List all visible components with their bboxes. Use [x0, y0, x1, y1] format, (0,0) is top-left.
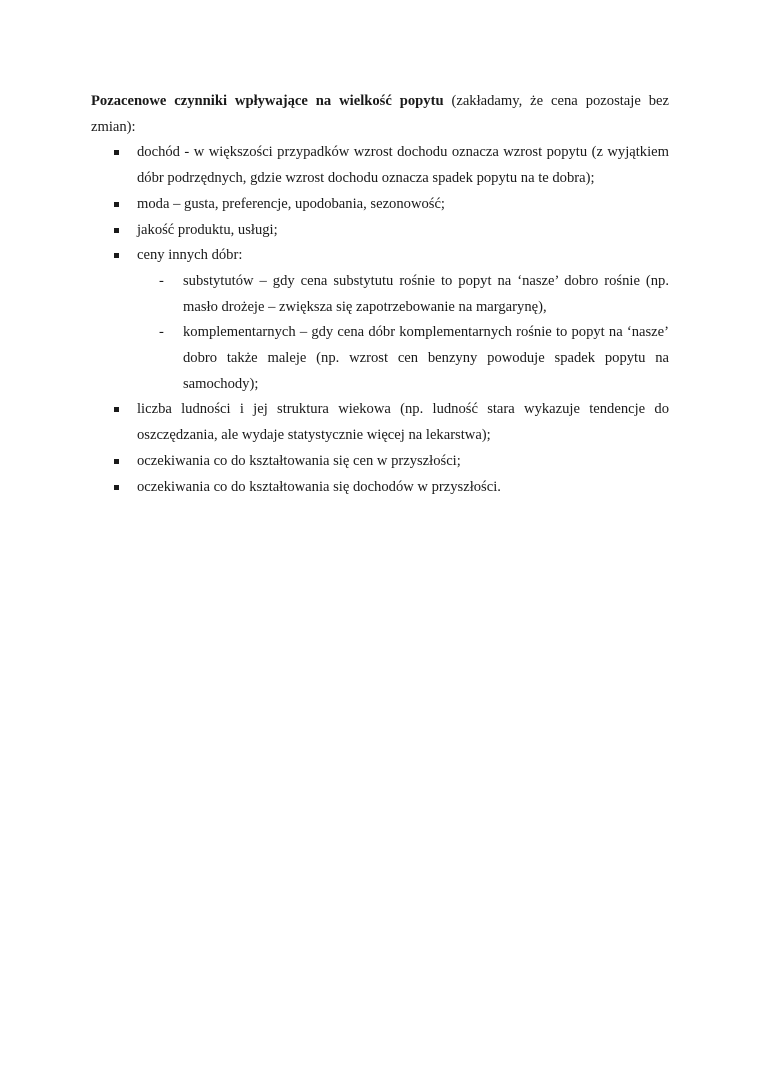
- document-body: [91, 89, 669, 500]
- list-item-quality: [91, 218, 669, 244]
- list-item-income: [91, 140, 669, 191]
- list-item-text: ceny innych dóbr:: [137, 247, 243, 264]
- list-item-other-prices: [91, 243, 669, 397]
- sub-list-item-complements: [137, 320, 669, 397]
- square-bullet-icon: [114, 202, 119, 207]
- square-bullet-icon: [114, 228, 119, 233]
- dash-marker: -: [159, 272, 164, 289]
- square-bullet-icon: [114, 253, 119, 258]
- list-item-income-expectations: [91, 475, 669, 501]
- list-item-text: oczekiwania co do kształtowania się cen w przyszłości;: [137, 452, 461, 469]
- square-bullet-icon: [114, 485, 119, 490]
- list-item-text: dochód - w większości przypadków wzrost dochodu oznacza wzrost popytu (z wyjątkiem dóbr podrzędnych, gdzie wzrost dochodu oznacza spadek popytu na te dobra);: [137, 144, 669, 187]
- dash-marker: -: [159, 324, 164, 341]
- intro-heading: Pozacenowe czynniki wpływające na wielkość popytu: [91, 93, 444, 109]
- intro-text: (zakładamy, że cena pozostaje bez zmian):: [91, 93, 669, 135]
- list-item-text: liczba ludności i jej struktura wiekowa (np. ludność stara wykazuje tendencje do oszczędzania, ale wydaje statystycznie więcej na lekarstwa);: [137, 401, 669, 444]
- sub-list-item-text: komplementarnych – gdy cena dóbr komplementarnych rośnie to popyt na ‘nasze’ dobro także maleje (np. wzrost cen benzyny powoduje spadek popytu na samochody);: [183, 324, 669, 392]
- list-item-fashion: [91, 192, 669, 218]
- intro-paragraph: [91, 89, 669, 140]
- square-bullet-icon: [114, 150, 119, 155]
- list-item-population: [91, 397, 669, 448]
- sub-list-item-substitutes: [137, 269, 669, 320]
- list-item-text: jakość produktu, usługi;: [137, 221, 278, 238]
- square-bullet-icon: [114, 459, 119, 464]
- sub-list: [137, 269, 669, 398]
- factor-list: [91, 140, 669, 500]
- list-item-price-expectations: [91, 449, 669, 475]
- sub-list-item-text: substytutów – gdy cena substytutu rośnie to popyt na ‘nasze’ dobro rośnie (np. masło drożeje – zwiększa się zapotrzebowanie na margarynę),: [183, 272, 669, 315]
- square-bullet-icon: [114, 407, 119, 412]
- list-item-text: oczekiwania co do kształtowania się dochodów w przyszłości.: [137, 478, 501, 495]
- list-item-text: moda – gusta, preferencje, upodobania, sezonowość;: [137, 195, 445, 212]
